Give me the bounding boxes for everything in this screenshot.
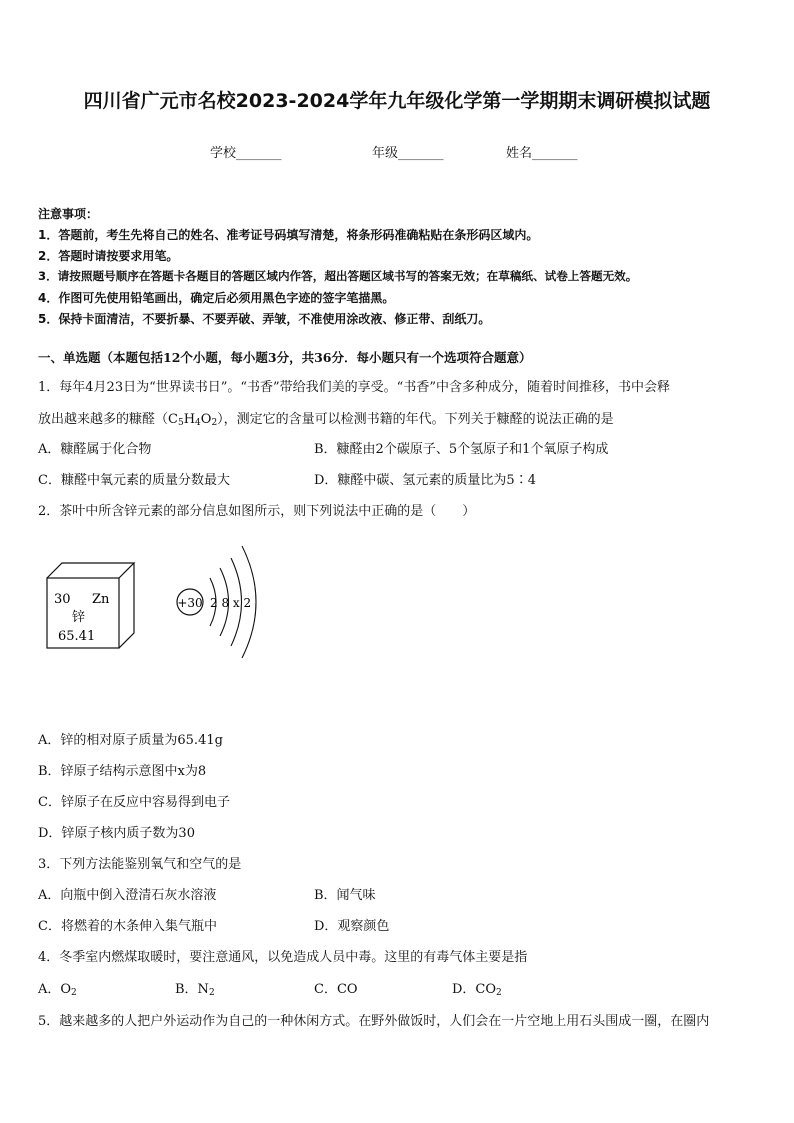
q2-option-d: D．锌原子核内质子数为30 — [38, 826, 195, 841]
q1-option-d: D．糠醛中碳、氢元素的质量比为5∶4 — [314, 473, 536, 488]
q5-stem: 5．越来越多的人把户外运动作为自己的一种休闲方式。在野外做饭时，人们会在一片空地上用石头围成一圈，在圈内 — [38, 1014, 710, 1029]
section-heading: 一、单选题（本题包括12个小题，每小题3分，共36分．每小题只有一个选项符合题意） — [38, 350, 532, 365]
school-field: 学校_______ — [210, 146, 282, 161]
element-symbol: Zn — [92, 592, 110, 607]
electron-counts: 2 8 x 2 — [210, 596, 252, 610]
note-item: 4．作图可先使用铅笔画出，确定后必须用黑色字迹的签字笔描黑。 — [38, 291, 395, 305]
atomic-mass: 65.41 — [58, 629, 96, 644]
q1-option-c: C．糠醛中氧元素的质量分数最大 — [38, 473, 230, 488]
q1-stem-line2: 放出越来越多的糠醛$(C_5H_4O_2)$，测定它的含量可以检测书籍的年代。下列关于糠醛的说法正确的是 — [38, 412, 614, 428]
q2-stem: 2．茶叶中所含锌元素的部分信息如图所示，则下列说法中正确的是（ ） — [38, 504, 476, 519]
q1-option-a: A．糠醛属于化合物 — [38, 442, 152, 457]
note-item: 5．保持卡面清洁，不要折暴、不要弄破、弄皱，不准使用涂改液、修正带、刮纸刀。 — [38, 312, 491, 326]
q4-option-c: C．CO — [314, 982, 358, 997]
page-title: 四川省广元市名校2023-2024学年九年级化学第一学期期末调研模拟试题 — [83, 90, 711, 112]
name-field: 姓名_______ — [506, 146, 578, 161]
q4-option-a: A．$O_2$ — [38, 982, 77, 998]
q4-option-b: B．$N_2$ — [175, 982, 215, 998]
q3-option-a: A．向瓶中倒入澄清石灰水溶液 — [38, 888, 217, 903]
note-item: 3．请按照题号顺序在答题卡各题目的答题区域内作答，超出答题区域书写的答案无效；在草稿纸、试卷上答题无效。 — [38, 269, 638, 283]
q3-option-b: B．闻气味 — [314, 888, 376, 903]
q3-stem: 3．下列方法能鉴别氧气和空气的是 — [38, 857, 242, 872]
q2-option-c: C．锌原子在反应中容易得到电子 — [38, 795, 230, 810]
nucleus-charge: +30 — [177, 596, 203, 610]
notes-heading: 注意事项： — [38, 207, 99, 221]
element-name: 锌 — [72, 610, 86, 625]
q3-option-d: D．观察颜色 — [314, 919, 390, 934]
q4-stem: 4．冬季室内燃煤取暖时，要注意通风，以免造成人员中毒。这里的有毒气体主要是指 — [38, 950, 528, 965]
note-item: 2．答题时请按要求用笔。 — [38, 249, 179, 263]
q1-option-b: B．糠醛由2个碳原子、5个氢原子和1个氧原子构成 — [314, 442, 609, 457]
q2-option-b: B．锌原子结构示意图中x为8 — [38, 764, 207, 779]
atomic-number: 30 — [54, 592, 71, 607]
q1-stem-line1: 1．每年4月23日为“世界读书日”。“书香”带给我们美的享受。“书香”中含多种成分，随着时间推移，书中会释 — [38, 380, 670, 395]
q2-option-a: A．锌的相对原子质量为65.41g — [38, 733, 223, 748]
zinc-element-figure — [40, 540, 280, 670]
q4-option-d: D．$CO_2$ — [452, 982, 502, 998]
grade-field: 年级_______ — [372, 146, 444, 161]
note-item: 1．答题前，考生先将自己的姓名、准考证号码填写清楚，将条形码准确粘贴在条形码区域内。 — [38, 228, 539, 242]
q3-option-c: C．将燃着的木条伸入集气瓶中 — [38, 919, 217, 934]
